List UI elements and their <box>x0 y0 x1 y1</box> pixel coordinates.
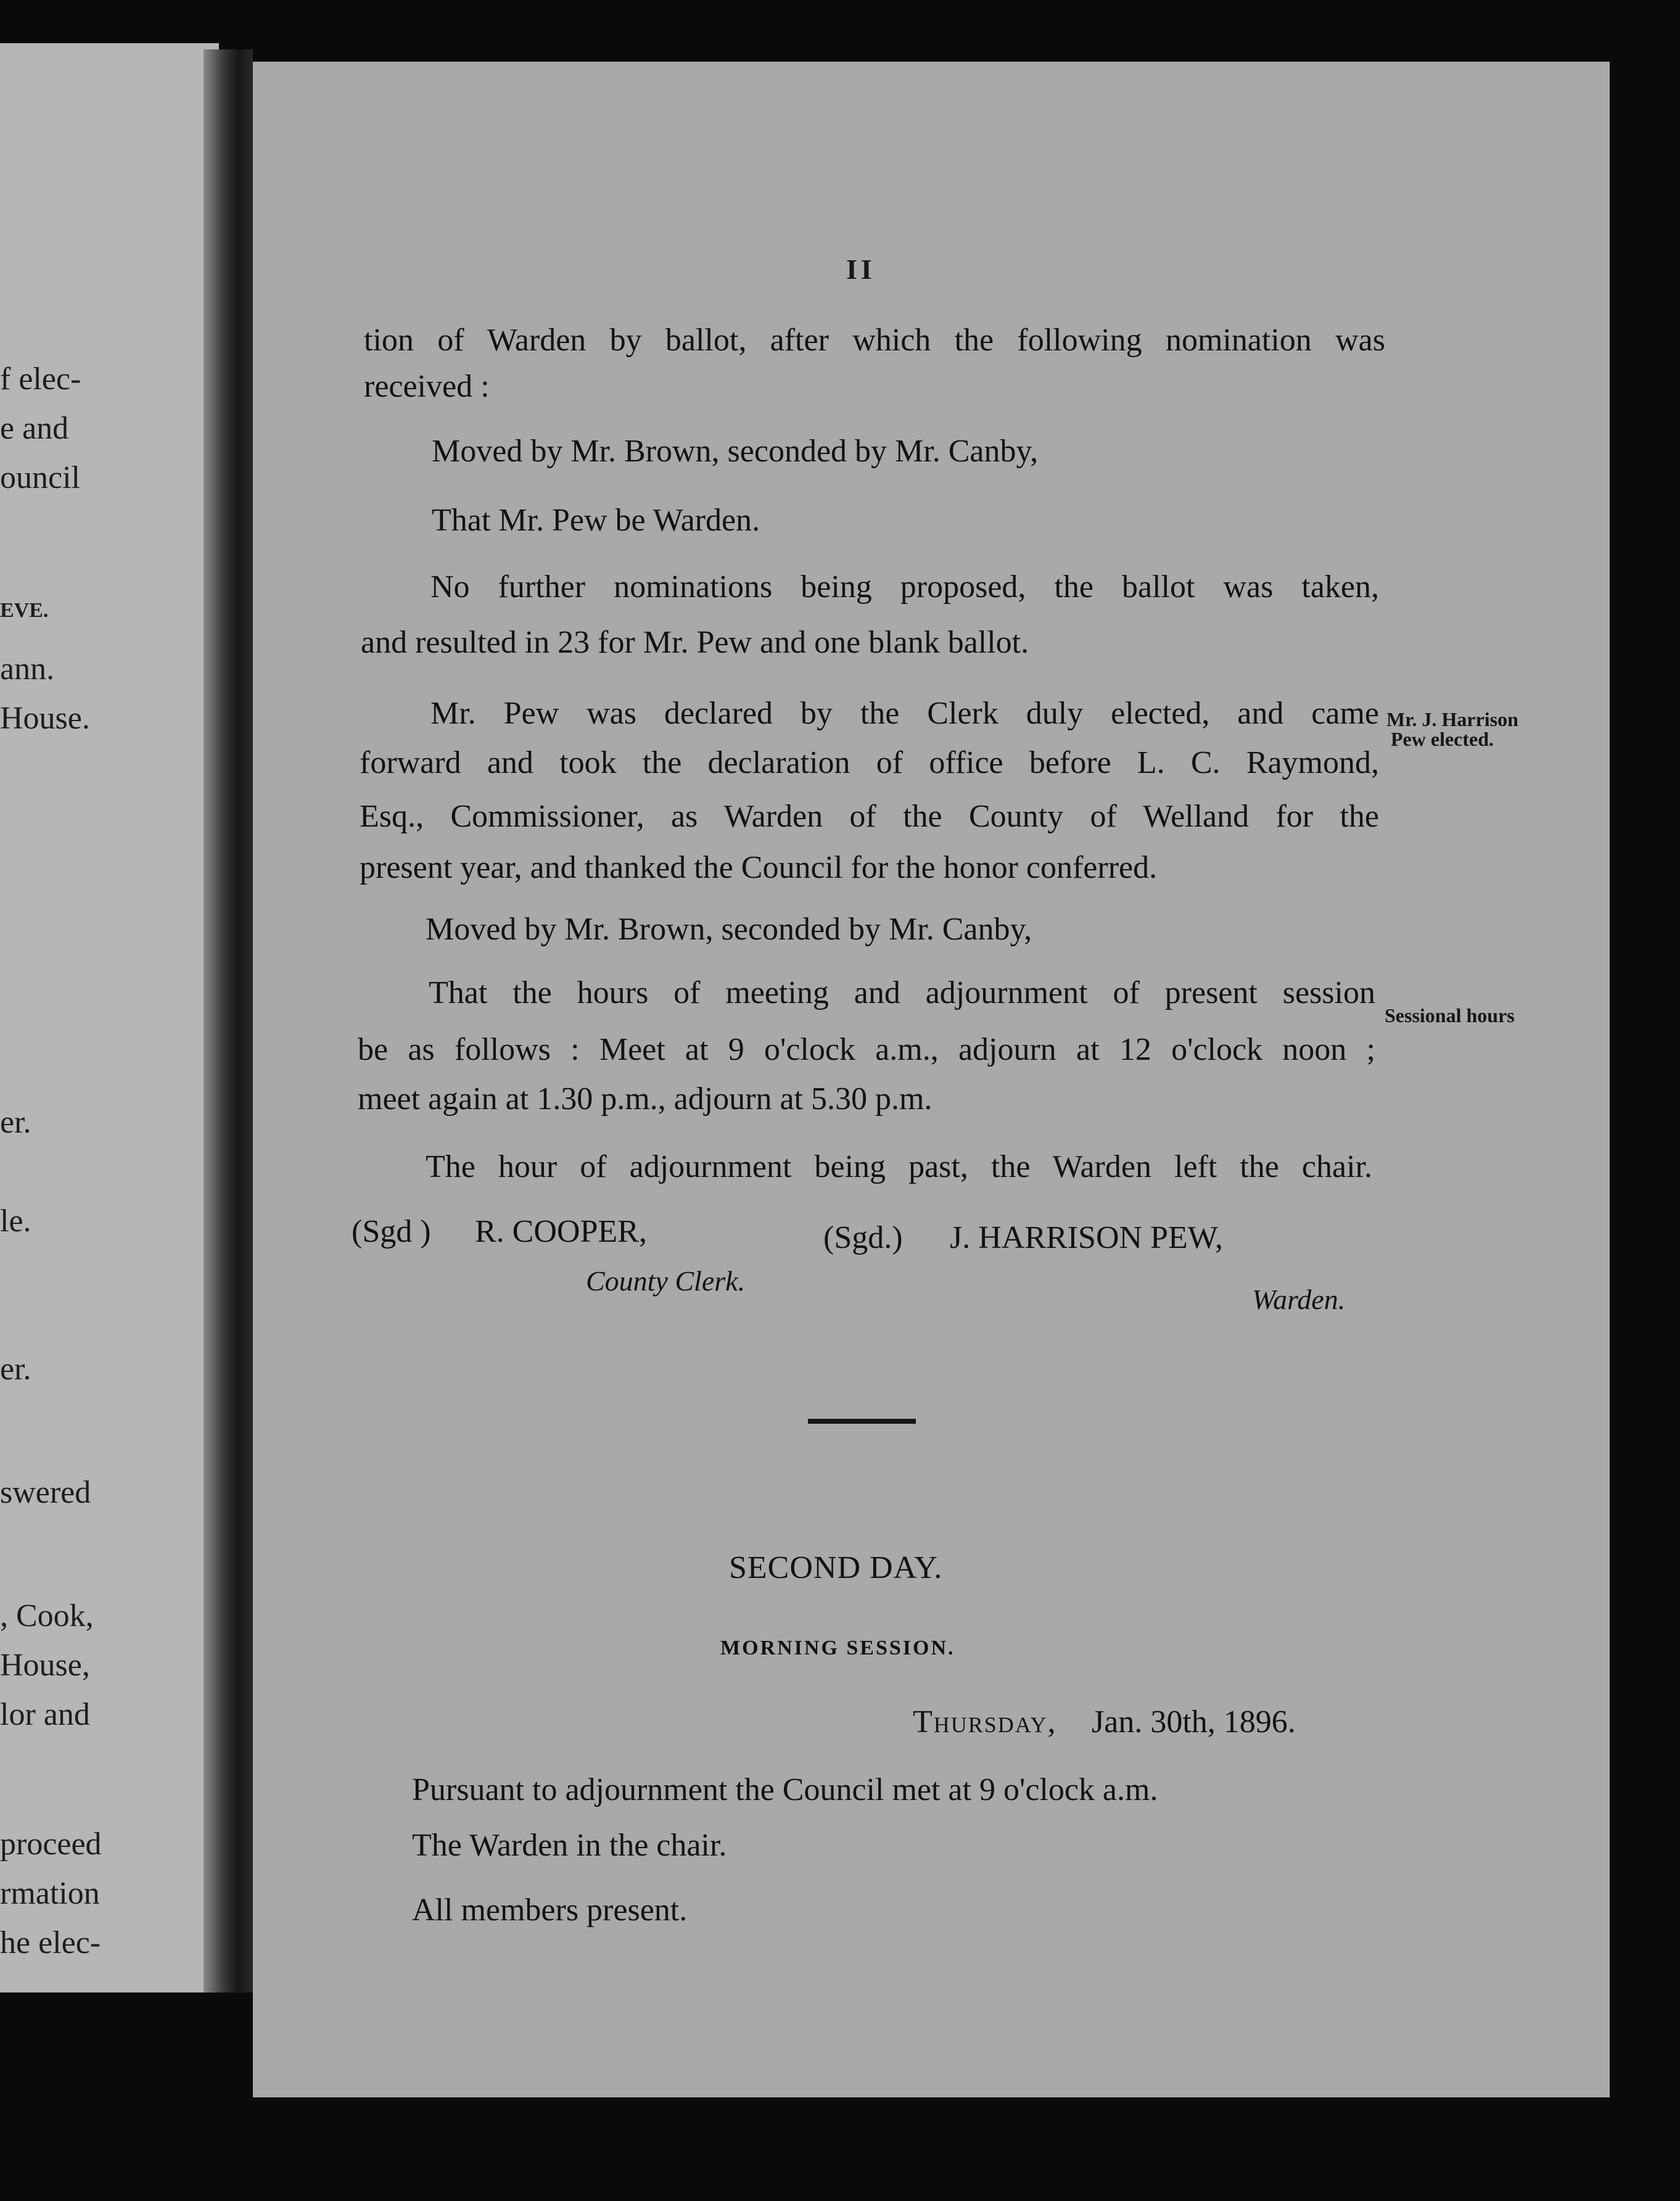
text-line: The hour of adjournment being past, the Warden left the chair. <box>426 1149 1372 1184</box>
left-fragment: er. <box>0 1105 31 1140</box>
book-gutter <box>204 49 253 1992</box>
left-fragment: f elec- <box>0 361 81 397</box>
session-date: Jan. 30th, 1896. <box>1092 1704 1296 1740</box>
left-fragment: er. <box>0 1352 31 1387</box>
left-page-edge <box>0 43 219 1992</box>
scan-border-right <box>1610 0 1680 2201</box>
left-fragment: proceed <box>0 1827 102 1862</box>
margin-note: Sessional hours <box>1385 1004 1515 1026</box>
left-fragment: e and <box>0 411 69 446</box>
text-line: present year, and thanked the Council for the honor conferred. <box>360 850 1158 885</box>
scan-border-bottom <box>0 1992 253 2201</box>
left-fragment: he elec- <box>0 1925 101 1960</box>
margin-note: Pew elected. <box>1391 728 1494 750</box>
page-number: II <box>846 254 876 285</box>
text-line: The Warden in the chair. <box>412 1828 727 1863</box>
text-line: meet again at 1.30 p.m., adjourn at 5.30 p.m. <box>358 1081 933 1117</box>
left-fragment: EVE. <box>0 599 49 622</box>
text-line: No further nominations being proposed, the ballot was taken, <box>430 569 1379 605</box>
left-fragment: ouncil <box>0 460 80 495</box>
text-line: be as follows : Meet at 9 o'clock a.m., adjourn at 12 o'clock noon ; <box>358 1032 1375 1067</box>
motion-text: That Mr. Pew be Warden. <box>432 503 760 538</box>
signature-title: Warden. <box>1252 1284 1346 1315</box>
left-fragment: swered <box>0 1475 91 1510</box>
signature-name: R. COOPER, <box>475 1214 647 1249</box>
text-line: tion of Warden by ballot, after which the following nomination was <box>364 323 1385 358</box>
scan-border-top <box>253 0 1680 62</box>
section-divider <box>808 1419 916 1424</box>
signature-prefix: (Sgd.) <box>823 1220 903 1255</box>
text-line: forward and took the declaration of office before L. C. Raymond, <box>360 745 1379 780</box>
left-fragment: House. <box>0 701 90 736</box>
signature-prefix: (Sgd ) <box>352 1214 431 1249</box>
signature-title: County Clerk. <box>586 1265 746 1297</box>
motion-line: Moved by Mr. Brown, seconded by Mr. Canby, <box>426 912 1032 947</box>
left-fragment: House, <box>0 1648 90 1683</box>
left-fragment: lor and <box>0 1697 90 1732</box>
text-line: received : <box>364 369 490 404</box>
motion-line: Moved by Mr. Brown, seconded by Mr. Canby, <box>432 434 1039 469</box>
section-heading: SECOND DAY. <box>729 1550 943 1585</box>
signature-name: J. HARRISON PEW, <box>950 1220 1224 1255</box>
text-line: Pursuant to adjournment the Council met at 9 o'clock a.m. <box>412 1772 1158 1807</box>
text-line: That the hours of meeting and adjournment of present session <box>429 975 1375 1010</box>
text-line: All members present. <box>412 1893 688 1928</box>
text-line: and resulted in 23 for Mr. Pew and one blank ballot. <box>361 625 1029 660</box>
text-line: Esq., Commissioner, as Warden of the County of Welland for the <box>360 799 1379 834</box>
left-fragment: rmation <box>0 1876 100 1911</box>
left-fragment: , Cook, <box>0 1598 94 1633</box>
text-line: Mr. Pew was declared by the Clerk duly elected, and came <box>430 696 1379 731</box>
left-fragment: ann. <box>0 651 55 687</box>
margin-note: Mr. J. Harrison <box>1386 708 1518 730</box>
session-date-day: Thursday, <box>913 1704 1057 1740</box>
session-heading: MORNING SESSION. <box>720 1637 955 1659</box>
left-fragment: le. <box>0 1204 31 1239</box>
